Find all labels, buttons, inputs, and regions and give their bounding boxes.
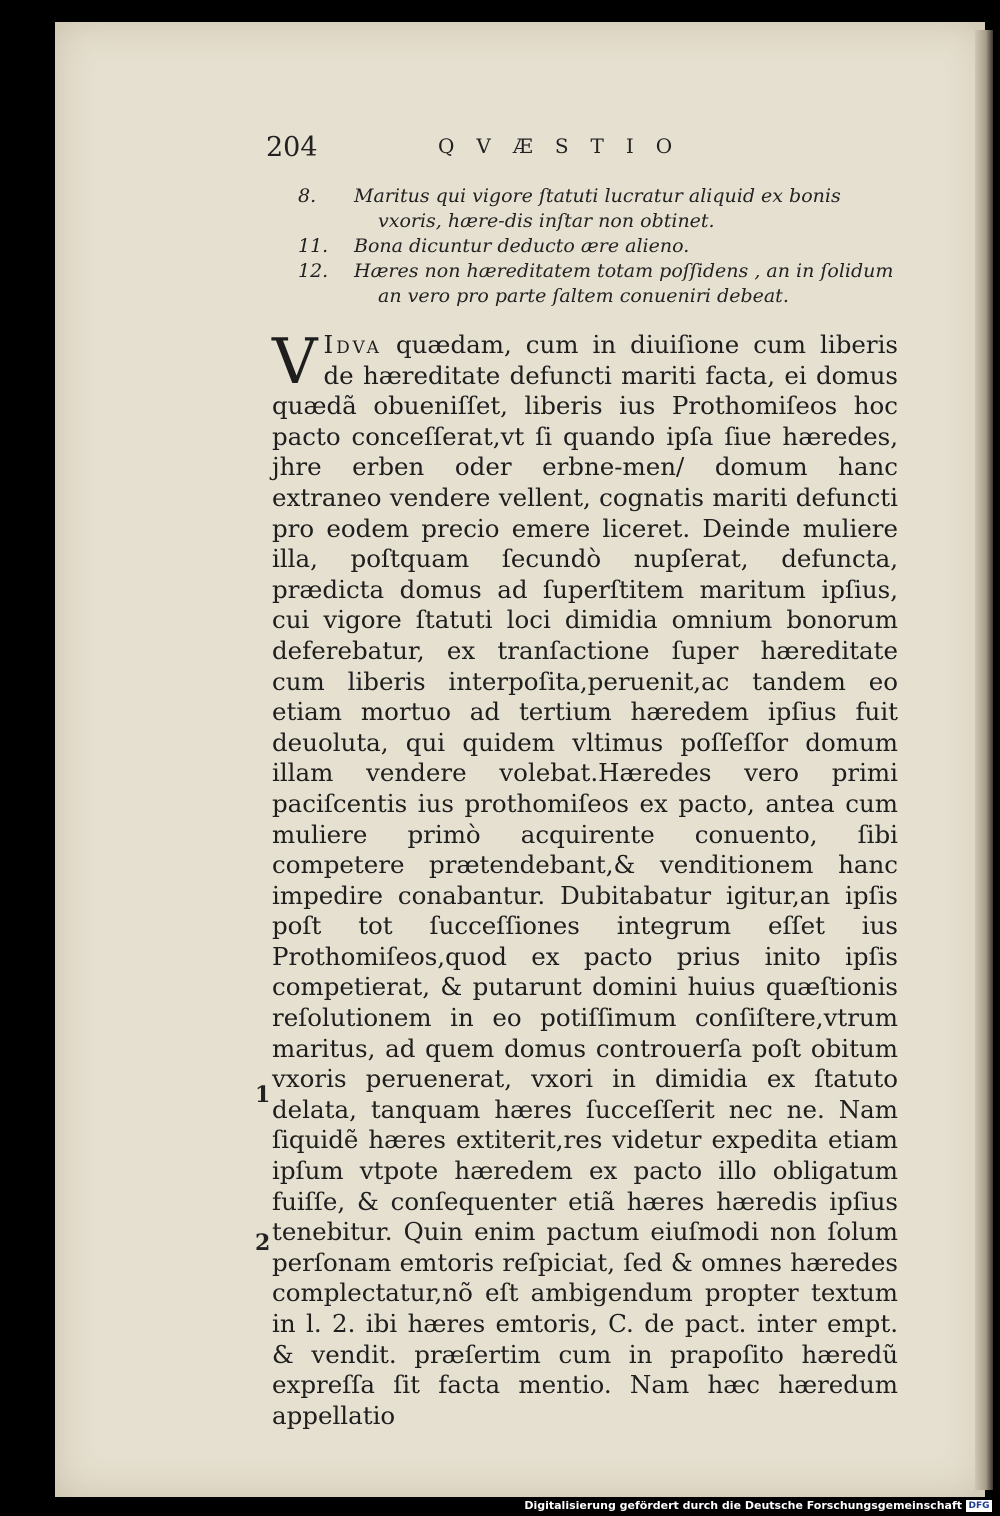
summary-list (298, 184, 898, 309)
summary-item (298, 259, 898, 309)
summary-number: 8. (298, 185, 317, 207)
body-paragraph: quædam, cum in diuiſione cum liberis de hæreditate defuncti mariti facta, ei domus quædã obueniſſet, liberis ius Prothomiſeos hoc pacto conceſſerat,vt ſi quando ipſa ſiue hæredes, jhre erben oder erbne-men/ domum hanc extraneo vendere vellent, cognatis mariti defuncti pro eodem precio emere liceret. Deinde muliere illa, poſtquam ſecundò nupſerat, defuncta, prædicta domus ad ſuperſtitem maritum ipſius, cui vigore ſtatuti loci dimidia omnium bonorum deferebatur, ex tranſactione ſuper hæreditate cum liberis interpoſita,peruenit,ac tandem eo etiam mortuo ad tertium hæredem ipſius fuit deuoluta, qui quidem vltimus poſſeſſor domum illam vendere volebat.Hæredes vero primi paciſcentis ius prothomiſeos ex pacto, antea cum muliere primò acquirente conuento, ſibi competere prætendebant,& venditionem hanc impedire conabantur. Dubitabatur igitur,an ipſis poſt tot ſucceſſiones integrum eſſet ius Prothomiſeos,quod ex pacto prius inito ipſis competierat, & putarunt domini huius quæſtionis reſolutionem in eo potiſſimum conſiſtere,vtrum maritus, ad quem domus controuerſa poſt obitum vxoris peruenerat, vxori in dimidia ex ſtatuto delata, tanquam hæres ſucceſſerit nec ne. Nam ſiquidẽ hæres extiterit,res videtur expedita etiam ipſum vtpote hæredem ex pacto illo obligatum fuiſſe, & conſequenter etiã hæres hæredis ipſius tenebitur. Quin enim pactum eiuſmodi non ſolum perſonam emtoris reſpiciat, ſed & omnes hæredes complectatur,nõ eſt ambigendum propter textum in l. 2. ibi hæres emtoris, C. de pact. inter empt. & vendit. præſertim cum in prapoſito hæredũ expreſſa ſit facta mentio. Nam hæc hæredum appellatio (272, 330, 898, 1430)
summary-text: Hæres non hæreditatem totam poſſidens , an in ſolidum an vero pro parte ſaltem conueniri debeat. (354, 260, 894, 307)
marginal-number: 2 (255, 1230, 271, 1256)
summary-number: 11. (298, 235, 329, 257)
page-number: 204 (266, 132, 318, 163)
digitization-credit: Digitalisierung gefördert durch die Deutsche Forschungsgemeinschaft (524, 1499, 962, 1512)
summary-item (298, 234, 898, 259)
marginal-number: 1 (255, 1082, 271, 1108)
incipit: Idva (323, 330, 382, 359)
drop-cap: V (272, 325, 318, 398)
main-text (272, 325, 898, 1431)
page-header (266, 132, 906, 168)
summary-number: 12. (298, 260, 329, 282)
page-edge (975, 30, 993, 1490)
summary-text: Bona dicuntur deducto ære alieno. (354, 235, 690, 257)
running-title: QVÆSTIO (438, 134, 695, 158)
dfg-logo: DFG (966, 1500, 992, 1512)
summary-text: Maritus qui vigore ſtatuti lucratur aliquid ex bonis vxoris, hære-dis inſtar non obtinet. (354, 185, 841, 232)
summary-item (298, 184, 898, 234)
